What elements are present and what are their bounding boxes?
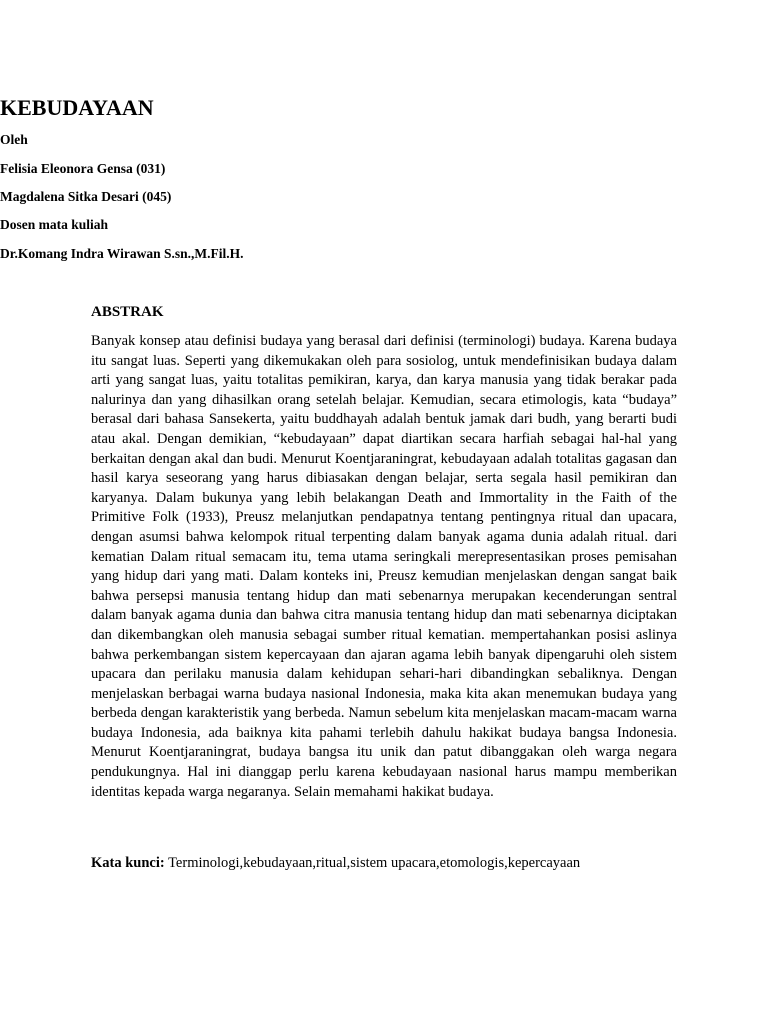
document-title: KEBUDAYAAN xyxy=(0,95,154,120)
keywords-text: Terminologi,kebudayaan,ritual,sistem upacara,etomologis,kepercayaan xyxy=(164,855,581,871)
keywords-label: Kata kunci: xyxy=(91,855,165,871)
author-2: Magdalena Sitka Desari (045) xyxy=(0,189,172,204)
by-label: Oleh xyxy=(0,132,28,147)
lecturer-label: Dosen mata kuliah xyxy=(0,217,109,232)
abstract-heading: ABSTRAK xyxy=(91,304,164,320)
keywords-line xyxy=(91,853,691,873)
abstract-text: Banyak konsep atau definisi budaya yang berasal dari definisi (terminologi) budaya. Karena budaya itu sangat luas. Seperti yang dikemukakan oleh para sosiolog, untuk mendefinisikan budaya dalam arti yang sangat luas, yaitu totalitas pemikiran, karya, dan karya manusia yang tidak berakar pada nalurinya dan yang dihasilkan orang setelah belajar. Kemudian, secara etimologis, kata “budaya” berasal dari bahasa Sansekerta, yaitu buddhayah adalah bentuk jamak dari budh, yang berarti budi atau akal. Dengan demikian, “kebudayaan” dapat diartikan secara harfiah sebagai hal-hal yang berkaitan dengan akal dan budi. Menurut Koentjaraningrat, kebudayaan adalah totalitas gagasan dan hasil karya seseorang yang harus dibiasakan dengan belajar, serta segala hasil pemikiran dan karyanya. Dalam bukunya yang lebih belakangan Death and Immortality in the Faith of the Primitive Folk (1933), Preusz melanjutkan pendapatnya tentang pentingnya ritual dan upacara, dengan asumsi bahwa kelompok ritual terpenting dalam banyak agama dunia adalah ritual. dari kematian Dalam ritual semacam itu, tema utama seringkali merepresentasikan proses pemisahan yang hidup dari yang mati. Dalam konteks ini, Preusz kemudian menjelaskan dengan sangat baik bahwa persepsi manusia tentang hidup dan mati sebenarnya merupakan kecenderungan sentral dalam banyak agama dunia dan bahwa citra manusia tentang hidup dan mati sebenarnya diciptakan dan dikembangkan oleh manusia sebagai sumber ritual kematian. mempertahankan posisi aslinya bahwa perkembangan sistem kepercayaan dan ajaran agama lebih banyak dipengaruhi oleh sistem upacara dan perilaku manusia dalam kehidupan sehari-hari dibandingkan sebaliknya. Dengan menjelaskan berbagai warna budaya nasional Indonesia, maka kita akan menemukan budaya yang berbeda dengan karakteristik yang berbeda. Namun sebelum kita menjelaskan macam-macam warna budaya Indonesia, ada baiknya kita pahami terlebih dahulu hakikat budaya bangsa Indonesia. Menurut Koentjaraningrat, budaya bangsa itu unik dan patut dibanggakan oleh warga negara pendukungnya. Hal ini dianggap perlu karena kebudayaan nasional harus mampu memberikan identitas kepada warga negaranya. Selain memahami hakikat budaya. xyxy=(91,333,677,800)
author-1: Felisia Eleonora Gensa (031) xyxy=(0,161,166,176)
lecturer-name: Dr.Komang Indra Wirawan S.sn.,M.Fil.H. xyxy=(0,246,244,261)
